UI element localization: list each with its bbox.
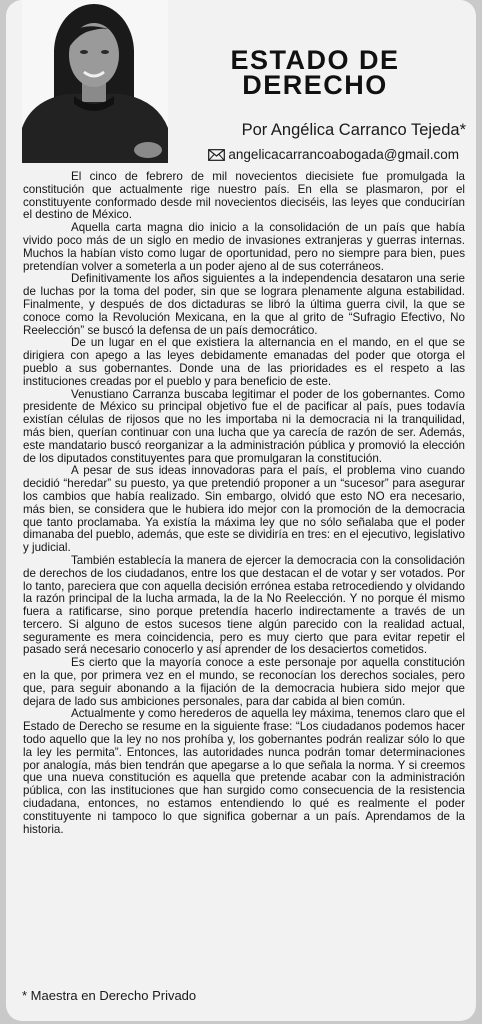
author-email[interactable] [176,147,459,164]
author-footnote: * Maestra en Derecho Privado [22,988,197,1003]
article-title [180,45,450,100]
email-address[interactable]: angelicacarrancoabogada@gmail.com [228,147,459,162]
paragraph: Venustiano Carranza buscaba legitimar el poder de los gobernantes. Como presidente de México su principal objetivo fue el de pacificar al país, pues todavía existían células de rijosos que no les importaba ni la democracia ni la tranquilidad, más bien, querían continuar con una lucha que ya carecía de razón de ser. Además, este mandatario buscó reorganizar a la administración pública y promovió la elección de los diputados constituyentes para que promulgaran la constitución. [23,387,465,465]
title-line-1: ESTADO DE [230,45,400,75]
paragraph: De un lugar en el que existiera la alternancia en el mando, en el que se dirigiera con apego a las leyes debidamente emanadas del poder que otorga el pueblo a sus gobernantes. Donde una de las prioridades es el respeto a las instituciones creadas por el pueblo y para beneficio de este. [23,336,465,388]
paragraph: A pesar de sus ideas innovadoras para el país, el problema vino cuando decidió “heredar” su puesto, ya que pretendió proponer a un “sucesor” para asegurar los cambios que había realizado. Sin embargo, olvidó que esto NO era necesario, más bien, se considera que le hubiera ido mejor con la promoción de la democracia que tanto proclamaba. Ya existía la máxima ley que no sólo señalaba que el poder dimanaba del pueblo, además, que este se dividiría en tres: en el ejecutivo, legislativo y judicial. [23,464,465,555]
paragraph: El cinco de febrero de mil novecientos diecisiete fue promulgada la constitución que actualmente rige nuestro país. En ella se plasmaron, por el constituyente conformado desde mil novecientos dieciséis, las leyes que conducirían el destino de México. [23,170,465,222]
title-line-2: DERECHO [242,70,388,100]
paragraph: También establecía la manera de ejercer la democracia con la consolidación de derechos de los ciudadanos, entre los que destacan el de votar y ser votados. Por lo tanto, pareciera que con aquella decisión errónea estaba retrocediendo y olvidando la razón principal de la lucha armada, la de la No Reelección. Y no porque él mismo fuera a ratificarse, sino porque pretendía hacerlo indirectamente a través de un tercero. Si alguno de estos sucesos tiene algún parecido con la realidad actual, seguramente es mera coincidencia, pero es muy cierto que para evitar repetir el pasado será necesario conocerlo y así aprender de los desaciertos cometidos. [23,553,465,657]
paragraph: Aquella carta magna dio inicio a la consolidación de un país que había vivido poco más de un siglo en medio de invasiones extranjeras y guerras internas. Muchos la habían visto como lugar de oportunidad, pero no siempre para bien, pues pretendían volver a someterla a un poder ajeno al de sus coterráneos. [23,221,465,273]
author-photo [22,0,168,163]
paragraph: Definitivamente los años siguientes a la independencia desataron una serie de luchas por la toma del poder, sin que se lograra plenamente alguna estabilidad. Finalmente, y después de dos dictaduras se libró la última guerra civil, la que se conoce como la Revolución Mexicana, en la que al grito de “Sufragio Efectivo, No Reelección” se buscó la defensa de un país democrático. [23,272,465,337]
author-byline: Por Angélica Carranco Tejeda* [241,121,466,139]
paragraph: Es cierto que la mayoría conoce a este personaje por aquella constitución en la que, por primera vez en el mundo, se reconocían los derechos sociales, pero que, para seguir abonando a la fijación de la democracia hubiera sido mejor que dejara de lado sus ambiciones personales, para dar cabida al bien común. [23,656,465,708]
article-body [23,171,465,836]
paragraph: Actualmente y como herederos de aquella ley máxima, tenemos claro que el Estado de Derecho se resume en la siguiente frase: “Los ciudadanos podemos hacer todo aquello que la ley no nos prohíba y, los gobernantes podrán realizar sólo lo que la ley les permita”. Entonces, las autoridades nunca podrán tomar determinaciones por analogía, más bien tendrán que apegarse a lo que señala la norma. Y si creemos que una nueva constitución es aquella que pretende acabar con la administración pública, con las instituciones que han surgido como consecuencia de la resistencia ciudadana, entonces, no estamos entendiendo lo qué es realmente el poder constituyente ni tampoco lo que significa gobernar a un país. Aprendamos de la historia. [23,707,465,836]
author-portrait-icon [22,0,168,163]
envelope-icon [208,149,225,164]
